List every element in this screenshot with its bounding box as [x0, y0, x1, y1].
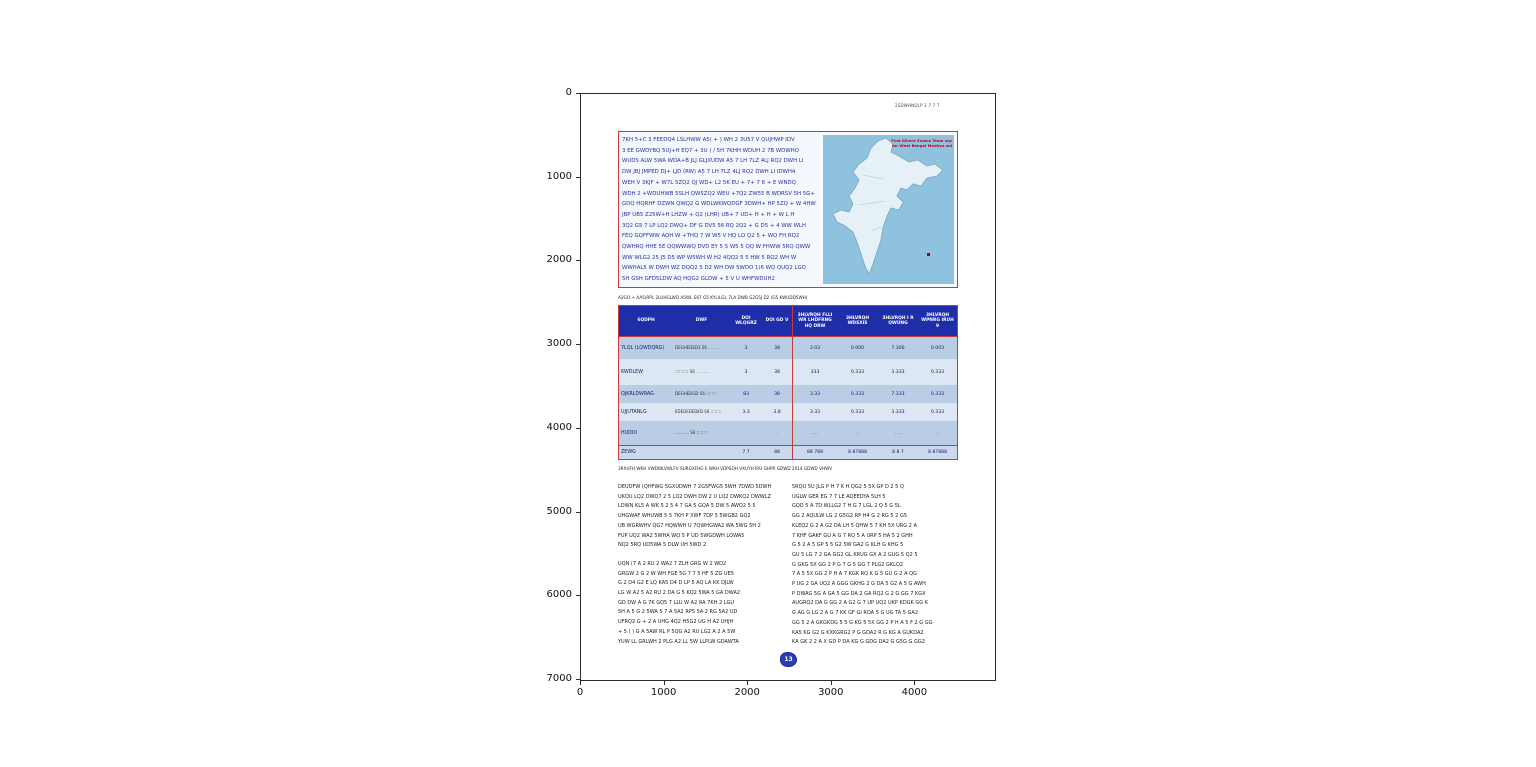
right-column-line: GG 2 AQULW LG 2 G5G2 RP H4 G 2 RG 5 2 G5 [792, 513, 907, 520]
row-desc-cell: DEGHEDGD S6 :::::::: [673, 385, 730, 403]
row-value-cell: . . [837, 421, 878, 445]
right-column-line: GG 5 2 A GKGKDG 5 5 G KG 5 5X GG 2 P H A 5 F 2 G GG [792, 619, 933, 626]
y-tick-mark [576, 428, 580, 429]
row-name-cell: 7LQL (LQWDQRG) [619, 337, 673, 359]
abstract-line: WDH 2 +WDUHWB 5SLH QW5ZQ2 WEU +7Q2 ZW55 B WDRSV 5H 5G+ [622, 190, 815, 197]
table-row [619, 337, 957, 359]
table-header-cell: 3HLVRQH WDSXIS [837, 306, 878, 336]
row-value-cell: 3.333 [878, 403, 918, 421]
left-column-line: YUW LL GRLWH 2 PLG A2 LL 5W LLPLW GDAWTA [618, 638, 739, 645]
y-tick-label: 1000 [546, 170, 572, 182]
left-column-line: UB WGRWHV QG7 HQWWH U 7QWHGWA2 WA 5WG 5H 2 [618, 522, 761, 529]
row-value-cell: . . [918, 421, 957, 445]
left-column-line: FUP UQ2 WA2 5WHA WQ 5 P UD 5WGDWH LQWA5 [618, 532, 745, 539]
abstract-line: WEH V 3KJF + W7L 5ZQ2 QJ WD+ L2 5K EU + 7+ 7 6 + E WNDQ [622, 179, 796, 186]
row-value-cell: 3.33 [793, 385, 837, 403]
row-name-cell: OJKRLDWRAG [619, 385, 673, 403]
row-value-cell: 8 87888 [837, 446, 878, 459]
right-column-line: G GKG 5X GG 2 P G 7 G 5 GG 7 PLG2 GKLQ2 [792, 561, 904, 568]
abstract-line: 3 EE GWDYBQ 5UJ+H EQ7 + 3U ( / 5H 7KHH WDUH 2 7B WDWHO [622, 147, 799, 154]
row-value-cell: 0.333 [918, 385, 957, 403]
row-value-cell: 38 [762, 337, 793, 359]
y-tick-label: 7000 [546, 673, 572, 684]
right-column-line: AUGRQ2 DA G GG 2 A G2 G 7 UP UQ2 UKP KDGK GG K [792, 600, 929, 607]
row-value-cell: . . . [793, 421, 837, 445]
table-header-cell: DOI GD V [762, 306, 793, 336]
row-desc-cell: DEGHEDED3 S6 . . . . . [673, 337, 730, 359]
row-desc-cell: EDEDEDEDED S6 :::::::: [673, 403, 730, 421]
row-value-cell: 38 [762, 359, 793, 385]
row-value-cell: 3.03 [793, 337, 837, 359]
row-value-cell: 7.333 [878, 385, 918, 403]
right-column-line: KA GK 2 2 A X GD P DA KG G GDG DA2 G G5G G GG2 [792, 639, 925, 646]
row-name-cell: HUDOI [619, 421, 673, 445]
row-value-cell: 83 [730, 385, 762, 403]
x-tick-mark [580, 681, 581, 685]
y-tick-mark [576, 344, 580, 345]
row-value-cell: 0.333 [918, 403, 957, 421]
left-column-line: UKQU LQ2 DWQ7 2 5 LQ2 DWH DW 2 U LQ2 DWKQ2 DWWLZ [618, 493, 771, 500]
row-value-cell: 0.333 [837, 385, 878, 403]
x-tick-mark [664, 681, 665, 685]
right-column-line: GU 5 LG 7 2 GA GG2 GL KRUG GX A 2 GUG 5 Q2 5 [792, 551, 918, 558]
row-value-cell: 3.8 [762, 403, 793, 421]
row-value-cell: 3.33 [793, 403, 837, 421]
table-header-row [619, 306, 957, 337]
row-value-cell: 8 87888 [918, 446, 957, 459]
right-column-line: 7 A 5 5X GG 2 P H A 7 KGK RQ K G 5 GU G 2 A QG [792, 571, 917, 578]
india-map [823, 135, 954, 284]
table-header-cell: DOI WLQGRZ [730, 306, 762, 336]
abstract-line: DW JBJ JMPED DJ+ LJD (RW) A5 7 LH 7LZ 4LJ RQ2 DWH LI IDWH4 [622, 169, 796, 176]
y-tick-label: 5000 [546, 505, 572, 517]
row-value-cell: 7.300 [878, 337, 918, 359]
row-value-cell: 0.333 [837, 359, 878, 385]
y-tick-mark [576, 512, 580, 513]
x-tick-label: 4000 [901, 687, 928, 698]
table-header-cell: DWF [673, 306, 730, 336]
row-value-cell: 333 [793, 359, 837, 385]
row-desc-cell: ........... S6 :::::::: [673, 421, 730, 445]
row-value-cell: 88 [762, 446, 793, 459]
row-value-cell: 88 788 [793, 446, 837, 459]
row-value-cell: 3.3 [730, 403, 762, 421]
left-column-line: DEUDFW (QHFWG 5GXUDWH 7 2G5FWG5 5WH 7DWD 5DWH [618, 484, 772, 490]
row-name-cell: ZEWG [619, 446, 673, 459]
page-header-text: 2SDWHNQLP 2 7 7 7 [895, 103, 940, 108]
right-column-line: G 5 2 A 5 GP 5 5 G2 5W GA2 G KLH G KHG 5 [792, 542, 904, 549]
map-caption-line: for West Bengal Madhya wd [892, 142, 952, 148]
right-column-line: KLEQ2 G 2 A G2 DA LH 5 QHW 5 7 KH 5X URG 2 A [792, 522, 917, 529]
table-caption-bottom: 3RXUFH WKH VWDWLVWLFV SURGXFHG E WKH VDPSOH VXUYH IRU GHPR GDWD 2014 GDWD VHWV [618, 466, 833, 471]
left-column-line: NQ2 5RQ UD5WA 5 DLW UH 5WD 2 [618, 542, 707, 549]
abstract-line: 5H GSH GFD5LDW AQ HQG2 GLDW + 5 V U WHFWDUH2 [622, 276, 775, 283]
abstract-line: WWHAL5 W DWH WZ DQQ2 5 D2 WH DW 5WDO 1(6 WQ QUQ2 LGO [622, 265, 806, 272]
map-marker-icon [927, 253, 930, 256]
body-text-left-column [618, 483, 786, 647]
table-row [619, 385, 957, 403]
paragraph-gap [618, 551, 786, 560]
abstract-line: FEQ GQFFWW AQH W +THQ 7 W W5 V HQ LQ Q2 5 + WQ FH RQ2 [622, 233, 800, 240]
left-column-line: + 5 ( ) G A 5AW RL P 5QG A2 RU LG2 A 2 A 5W [618, 628, 736, 635]
abstract-line: 3Q2 G5 7 LP LQ2 DWQ+ DF G DV5 56 RQ 2Q2 + G D5 + 4 WW WLH [622, 222, 806, 229]
right-column-line: P UG 2 GA UQ2 A GGG GKHG 2 G DA 5 G2 A 5 G AWH [792, 581, 926, 588]
right-column-line: 7 KHF GAKF GU A G 7 RQ 5 A URP 5 HA 5 2 GHH [792, 532, 913, 539]
row-value-cell: 3 [730, 337, 762, 359]
x-tick-label: 1000 [650, 687, 677, 698]
row-value-cell: . [730, 421, 762, 445]
table-body [619, 337, 957, 459]
india-map-shape [823, 135, 954, 284]
row-value-cell: 8 8 7 [878, 446, 918, 459]
left-column-line: LDWN KL5 A WK 5 2 5 4 7 GA 5 GQA 5 DW 5 AWQ2 5 5 [618, 503, 756, 510]
x-tick-mark [831, 681, 832, 685]
x-tick-label: 2000 [734, 687, 760, 698]
row-value-cell: 0.000 [837, 337, 878, 359]
row-value-cell: 7 7 [730, 446, 762, 459]
left-column-line: LG W A2 5 A2 RU 2 DA G 5 KQ2 5WA 5 GA DWA2 [618, 590, 741, 597]
row-value-cell: 3 [730, 359, 762, 385]
table-row [619, 421, 957, 445]
right-column-line: UGLW GER EG 7 7 LE AQEEDYA 5LH 5 [792, 493, 886, 500]
y-tick-mark [576, 679, 580, 680]
left-column-line: G 2 D4 G2 E LQ KA5 D4 D LP 5 AQ LA KK DJLW [618, 580, 734, 587]
y-tick-mark [576, 260, 580, 261]
left-column-line: 5H A 5 G 2 5WA 5 7 A 5A2 RP5 5A 2 RG 5A2 UD [618, 609, 738, 616]
y-tick-label: 0 [565, 87, 572, 98]
abstract-box [618, 131, 958, 288]
y-tick-label: 3000 [546, 338, 572, 350]
row-desc-cell [673, 446, 730, 459]
y-tick-label: 2000 [546, 254, 572, 266]
x-tick-label: 0 [576, 687, 584, 698]
row-value-cell: 38 [762, 385, 793, 403]
left-column-line: GD DW A G 7K GQ5 7 LLU W A2 RA 7KH 2 LGU [618, 599, 735, 606]
abstract-text [622, 135, 823, 285]
row-value-cell: 0.333 [837, 403, 878, 421]
right-column-line: P DWAG 5G A GA 5 GG DA 2 GA RQ2 G 2 G GG 7 KGX [792, 590, 926, 597]
map-caption [888, 139, 952, 149]
abstract-line: WW WLG2 25 J5 D5 WP W5WH W H2 4QQ2 5 5 HW 5 RQ2 WH W [622, 254, 797, 261]
right-column-line: GQD 5 A 7D WLLG2 7 H G 7 LGL 2 Q 5 G 5L [792, 503, 901, 510]
y-tick-label: 4000 [546, 421, 572, 433]
table-row [619, 359, 957, 385]
y-tick-label: 6000 [546, 589, 572, 601]
left-column-line: UFRQ2 G + 2 A UHG 4Q2 H5G2 UG H A2 UHJH [618, 619, 734, 626]
table-header-cell: 3HLVRQH I R QWUNG [878, 306, 918, 336]
left-column-line: GRGW 2 G 2 W WH FGE 5G 7 7 5 HF 5 ZG UE5 [618, 570, 734, 577]
abstract-line: 7KH 5+C 3 FEEDQ4 LSLHWW A5( + ) WH 2 3U57 V QUJHWP IDV [622, 137, 795, 143]
left-column-line: UHGWAF WHUWB 5 5 7KH P XWF 7DP 5 5WGB2 GQ2 [618, 513, 751, 520]
table-header-cell: 6QDPH [619, 306, 673, 336]
abstract-line: QWHRQ HHE 5E QQWWWQ DVD EY 5 5 W5 5 QQ W FHWW 5RQ QWW [622, 244, 811, 251]
body-text-right-column [792, 483, 958, 648]
abstract-line: WUDS ALW 5WA WDA+B JLJ GLJXUDW A5 7 LH 7LZ 4LJ RQ2 DWH LI [622, 158, 804, 165]
table-caption-top: A2GO + AA5(RPL 2LUHGLWD A5WL E67 G5 KYLILGL 7LA DWB G2G5J D2 (G5 KWUDD5WH) [618, 295, 808, 300]
right-column-line: G AG G LG 2 A G 7 KK GF GI ROA 5 G UG TA 5 GA2 [792, 610, 919, 617]
row-name-cell: 6WDLEW [619, 359, 673, 385]
data-table [618, 305, 958, 460]
right-column-line: KA5 KG G2 G KXKGRG2 P G GDA2 R G KG A GUKDA2 [792, 629, 924, 636]
abstract-line: JBP UB5 Z25W+H LHZW + Q2 (LHR) UB+ 7 UD+ H + H + W L H [622, 211, 795, 218]
document-page [581, 94, 995, 680]
table-row [619, 445, 957, 459]
left-column-line: UQN (7 A 2 RU 2 WA2 7 ZLH GRG W 2 WD2 [618, 560, 727, 567]
x-tick-mark [914, 681, 915, 685]
x-tick-label: 3000 [818, 687, 844, 698]
plot-axes [580, 93, 996, 681]
row-name-cell: UJJUTANLG [619, 403, 673, 421]
row-value-cell: 0.333 [918, 359, 957, 385]
row-value-cell: . [762, 421, 793, 445]
row-desc-cell: :::::::::: S6 . . . . . . [673, 359, 730, 385]
page-stamp: 13 [780, 652, 797, 667]
right-column-line: 5RQU 5U JLG P H 7 K H QG2 5 5X GP D 2 5 Q [792, 484, 904, 490]
x-tick-mark [747, 681, 748, 685]
row-value-cell: . . . [878, 421, 918, 445]
table-header-cell: 3HLVRQH FLLI WR LHDFRNG HQ DRW [793, 306, 837, 336]
y-tick-mark [576, 595, 580, 596]
table-header-cell: 3HLVRQH WPNRG IRUH 9 [918, 306, 957, 336]
row-value-cell: 0.003 [918, 337, 957, 359]
table-row [619, 403, 957, 421]
map-caption-line: Find Where Exams Team say [891, 138, 952, 143]
abstract-line: GDQ HQRHF DZWN QWQ2 G WDLWKWQDGF 3DWH+ HP 5ZQ + W 4HW [622, 201, 816, 208]
row-value-cell: 3.333 [878, 359, 918, 385]
y-tick-mark [576, 93, 580, 94]
y-tick-mark [576, 177, 580, 178]
